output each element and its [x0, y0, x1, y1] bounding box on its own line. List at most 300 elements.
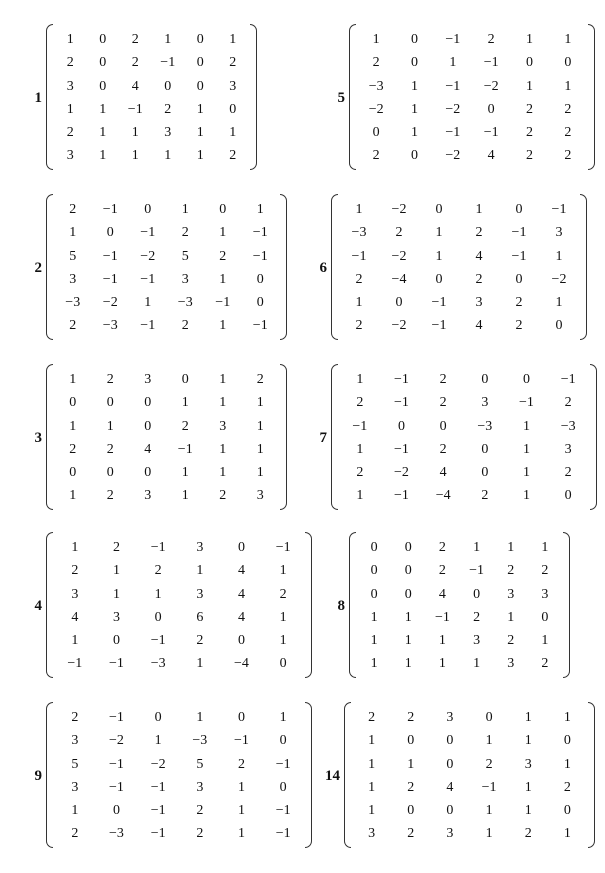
left-bracket	[349, 24, 356, 170]
matrix-cell: 3	[66, 148, 74, 164]
matrix-cell: 1	[69, 225, 77, 241]
matrix-cell: 0	[446, 803, 454, 819]
matrix-cell: −3	[109, 826, 124, 842]
matrix-cell: 2	[71, 563, 79, 579]
matrix-cell: 0	[410, 55, 418, 71]
left-bracket	[46, 702, 53, 848]
matrix-number: 14	[325, 768, 340, 784]
matrix-cell: 0	[256, 295, 264, 311]
matrix-cell: 1	[164, 32, 172, 47]
matrix-cell: 4	[439, 465, 447, 481]
matrix-cell: 1	[256, 441, 264, 457]
matrix-cell: −1	[519, 395, 534, 411]
matrix-cell: 2	[181, 225, 189, 241]
matrix-cell: 3	[196, 586, 204, 602]
matrix-cell: 4	[475, 318, 483, 334]
matrix-cell: 1	[485, 733, 493, 749]
matrix-cell: 0	[395, 295, 403, 311]
matrix-cell: 1	[438, 633, 446, 649]
matrix-cell: 1	[219, 395, 227, 411]
matrix-cell: 1	[131, 125, 139, 141]
matrix-cell: −1	[431, 295, 447, 311]
right-bracket	[588, 24, 595, 170]
matrix-cell: 0	[370, 586, 378, 602]
matrix-cell: 2	[237, 756, 245, 772]
matrix-cell: −2	[391, 202, 407, 217]
matrix-cell: 2	[481, 488, 489, 504]
matrix-cell: 1	[279, 710, 287, 725]
matrix-cell: −1	[445, 78, 461, 94]
matrix-grid	[54, 536, 304, 676]
matrix-cell: 0	[144, 202, 152, 217]
matrix-cell: 1	[356, 372, 364, 387]
matrix-cell: 1	[404, 633, 412, 649]
matrix-cell: 0	[370, 563, 378, 579]
matrix-cell: 1	[279, 633, 287, 649]
matrix-cell: −1	[109, 756, 124, 772]
left-bracket	[331, 364, 338, 510]
matrix-cell: 2	[196, 826, 204, 842]
matrix-cell: −1	[140, 271, 156, 287]
right-bracket	[580, 194, 587, 340]
matrix-cell: −2	[150, 756, 166, 772]
matrix-cell: −2	[445, 148, 461, 164]
left-bracket	[344, 702, 351, 848]
matrix-cell: 2	[196, 803, 204, 819]
matrix-cell: −1	[215, 295, 231, 311]
matrix-cell: 1	[69, 418, 77, 434]
matrix-cell: 2	[564, 101, 572, 117]
matrix-cell: 6	[196, 609, 204, 625]
matrix-cell: 2	[196, 633, 204, 649]
matrix-cell: 2	[515, 295, 523, 311]
matrix-cell: −1	[394, 395, 409, 411]
matrix-cell: 3	[475, 295, 483, 311]
matrix-cell: 1	[485, 826, 493, 842]
matrix-cell: 0	[522, 372, 530, 387]
matrix-cell: −1	[252, 225, 268, 241]
matrix-cell: −3	[177, 295, 193, 311]
matrix-cell: 1	[524, 733, 532, 749]
matrix-cell: 2	[356, 395, 364, 411]
matrix-grid	[54, 706, 304, 846]
matrix-cell: 2	[106, 488, 114, 504]
matrix-cell: 2	[407, 826, 415, 842]
matrix-cell: −2	[102, 295, 118, 311]
matrix-cell: 2	[66, 55, 74, 71]
matrix-cell: 2	[515, 318, 523, 334]
matrix-cell: 3	[524, 756, 532, 772]
matrix-cell: 1	[541, 633, 549, 649]
matrix-cell: 2	[69, 202, 77, 217]
matrix-cell: 1	[473, 656, 481, 672]
matrix-cell: −1	[150, 540, 166, 555]
matrix-cell: −4	[435, 488, 451, 504]
matrix-cell: 1	[555, 295, 563, 311]
right-bracket	[280, 364, 287, 510]
matrix-cell: 3	[66, 78, 74, 94]
matrix-cell: 1	[69, 488, 77, 504]
matrix-cell: 2	[438, 540, 446, 555]
matrix-cell: 2	[407, 779, 415, 795]
matrix-cell: 1	[256, 202, 264, 217]
matrix-cell: −1	[252, 318, 268, 334]
matrix-cell: 2	[407, 710, 415, 725]
matrix-cell: 1	[237, 826, 245, 842]
matrix-cell: −1	[140, 318, 156, 334]
matrix-cell: 2	[439, 441, 447, 457]
matrix-cell: 2	[66, 125, 74, 141]
matrix-cell: 0	[196, 78, 204, 94]
matrix-cell: 2	[356, 465, 364, 481]
matrix-cell: 1	[256, 395, 264, 411]
matrix-cell: 1	[522, 441, 530, 457]
matrix-cell: −1	[445, 32, 461, 47]
left-bracket	[46, 532, 53, 678]
matrix-cell: 2	[181, 418, 189, 434]
matrix-number: 2	[34, 260, 42, 276]
matrix-cell: −1	[109, 656, 124, 672]
matrix-cell: 2	[372, 148, 380, 164]
matrix-cell: −3	[192, 733, 208, 749]
left-bracket	[331, 194, 338, 340]
matrix-cell: 0	[154, 710, 162, 725]
matrix-cell: 0	[99, 32, 107, 47]
matrix-cell: 0	[407, 733, 415, 749]
matrix-cell: 2	[131, 32, 139, 47]
matrix-cell: 2	[279, 586, 287, 602]
matrix-number: 3	[34, 430, 42, 446]
matrix-cell: 1	[181, 488, 189, 504]
matrix-cell: 1	[564, 78, 572, 94]
right-bracket	[250, 24, 257, 170]
matrix-cell: 2	[541, 563, 549, 579]
matrix-grid	[54, 198, 279, 338]
matrix-cell: 3	[144, 488, 152, 504]
matrix-cell: 3	[112, 609, 120, 625]
matrix-cell: 1	[279, 563, 287, 579]
matrix-cell: 1	[154, 586, 162, 602]
matrix-cell: 1	[435, 248, 443, 264]
matrix-cell: −1	[177, 441, 193, 457]
matrix-cell: 1	[368, 756, 376, 772]
matrix-cell: −1	[150, 779, 166, 795]
matrix-cell: −1	[481, 779, 497, 795]
matrix-cell: 2	[473, 609, 481, 625]
matrix-cell: 2	[525, 125, 533, 141]
matrix-cell: 0	[99, 78, 107, 94]
matrix-cell: 0	[473, 586, 481, 602]
matrix-cell: 4	[438, 586, 446, 602]
matrix-cell: 3	[541, 586, 549, 602]
matrix-cell: 1	[355, 295, 363, 311]
matrix-cell: −2	[391, 248, 407, 264]
matrix-cell: 1	[524, 779, 532, 795]
matrix-cell: 0	[112, 633, 120, 649]
matrix-cell: 1	[106, 418, 114, 434]
matrix-cell: 1	[237, 779, 245, 795]
matrix-cell: 1	[69, 372, 77, 387]
matrix-cell: 0	[372, 125, 380, 141]
matrix-cell: 2	[564, 125, 572, 141]
matrix-cell: 1	[356, 441, 364, 457]
matrix-cell: 3	[69, 271, 77, 287]
matrix-cell: 3	[229, 78, 237, 94]
matrix-cell: −3	[351, 225, 367, 241]
matrix-cell: −1	[431, 318, 447, 334]
matrix-cell: 2	[439, 395, 447, 411]
matrix-cell: 4	[475, 248, 483, 264]
matrix-cell: 4	[144, 441, 152, 457]
matrix-grid	[54, 368, 279, 508]
matrix-cell: 1	[99, 125, 107, 141]
matrix-cell: 1	[356, 488, 364, 504]
matrix-cell: 1	[541, 540, 549, 555]
matrix-cell: 0	[435, 271, 443, 287]
matrix-cell: 4	[71, 609, 79, 625]
matrix-cell: 5	[71, 756, 79, 772]
matrix-cell: −1	[140, 225, 156, 241]
matrix-cell: 2	[485, 756, 493, 772]
matrix-cell: 5	[196, 756, 204, 772]
matrix-cell: −1	[445, 125, 461, 141]
matrix-cell: 3	[71, 586, 79, 602]
matrix-cell: 2	[112, 540, 120, 555]
matrix-cell: 4	[131, 78, 139, 94]
matrix-cell: −1	[109, 779, 124, 795]
matrix-cell: 2	[355, 271, 363, 287]
matrix-cell: 0	[487, 101, 495, 117]
matrix-cell: 2	[372, 55, 380, 71]
matrix-cell: 1	[219, 372, 227, 387]
matrix-cell: 1	[564, 32, 572, 47]
matrix-cell: −1	[67, 656, 83, 672]
matrix-cell: 1	[219, 441, 227, 457]
matrix-cell: 1	[404, 656, 412, 672]
matrix-cell: 1	[475, 202, 483, 217]
matrix-cell: 0	[435, 202, 443, 217]
matrix-cell: 0	[564, 488, 572, 504]
right-bracket	[590, 364, 597, 510]
matrix-cell: 1	[563, 756, 571, 772]
matrix-cell: 3	[144, 372, 152, 387]
matrix-cell: −1	[469, 563, 485, 579]
matrix-cell: 2	[475, 225, 483, 241]
matrix-cell: 3	[446, 826, 454, 842]
matrix-cell: −1	[394, 372, 409, 387]
matrix-cell: 0	[112, 803, 120, 819]
matrix-cell: 3	[181, 271, 189, 287]
matrix-cell: −1	[102, 271, 118, 287]
matrix-cell: −1	[483, 55, 499, 71]
left-bracket	[46, 24, 53, 170]
matrix-cell: 0	[481, 441, 489, 457]
matrix-cell: 3	[196, 779, 204, 795]
left-bracket	[46, 194, 53, 340]
matrix-cell: 5	[69, 248, 77, 264]
matrix-cell: 2	[219, 248, 227, 264]
matrix-cell: 2	[181, 318, 189, 334]
matrix-number: 9	[34, 768, 42, 784]
matrix-cell: 0	[481, 372, 489, 387]
matrix-number: 4	[34, 598, 42, 614]
matrix-cell: 1	[370, 656, 378, 672]
matrix-cell: 1	[368, 733, 376, 749]
matrix-cell: 0	[106, 225, 114, 241]
matrix-cell: 0	[485, 710, 493, 725]
matrix-cell: 0	[237, 540, 245, 555]
matrix-cell: 1	[522, 418, 530, 434]
matrix-cell: −3	[150, 656, 166, 672]
matrix-cell: 2	[71, 710, 79, 725]
matrix-cell: 0	[481, 465, 489, 481]
matrix-cell: 0	[106, 395, 114, 411]
matrix-cell: 1	[368, 779, 376, 795]
matrix-cell: 0	[446, 756, 454, 772]
matrix-number: 6	[319, 260, 327, 276]
matrix-cell: 1	[237, 803, 245, 819]
matrix-cell: 1	[144, 295, 152, 311]
matrix-cell: 3	[564, 441, 572, 457]
matrix-cell: 0	[563, 803, 571, 819]
matrix-cell: 1	[112, 563, 120, 579]
matrix-cell: 0	[410, 148, 418, 164]
matrix-grid	[357, 28, 587, 168]
left-bracket	[349, 532, 356, 678]
matrix-cell: −1	[150, 826, 166, 842]
matrix-cell: 1	[368, 803, 376, 819]
matrix-cell: 2	[475, 271, 483, 287]
matrix-cell: 3	[219, 418, 227, 434]
matrix-cell: 1	[196, 563, 204, 579]
matrix-cell: 1	[71, 633, 79, 649]
matrix-cell: 1	[196, 125, 204, 141]
matrix-cell: 1	[404, 609, 412, 625]
matrix-cell: −1	[511, 225, 527, 241]
matrix-cell: −1	[560, 372, 576, 387]
matrix-grid	[339, 368, 589, 508]
right-bracket	[305, 702, 312, 848]
matrix-cell: 0	[256, 271, 264, 287]
left-bracket	[46, 364, 53, 510]
matrix-cell: 0	[237, 710, 245, 725]
matrix-cell: 0	[99, 55, 107, 71]
matrix-cell: 1	[256, 465, 264, 481]
matrix-cell: −1	[551, 202, 567, 217]
matrix-cell: 1	[71, 540, 79, 555]
matrix-cell: 0	[515, 271, 523, 287]
right-bracket	[305, 532, 312, 678]
matrix-cell: −1	[252, 248, 268, 264]
matrix-cell: 1	[279, 609, 287, 625]
matrix-cell: 2	[219, 488, 227, 504]
matrix-cell: 1	[507, 540, 515, 555]
matrix-grid	[339, 198, 579, 338]
matrix-grid	[357, 536, 562, 676]
matrix-cell: 1	[438, 656, 446, 672]
matrix-cell: 2	[439, 372, 447, 387]
matrix-cell: 0	[154, 609, 162, 625]
matrix-cell: 0	[279, 779, 287, 795]
matrix-cell: 1	[66, 101, 74, 117]
matrix-number: 7	[319, 430, 327, 446]
matrix-cell: 5	[181, 248, 189, 264]
matrix-cell: 2	[229, 148, 237, 164]
matrix-cell: 0	[279, 656, 287, 672]
matrix-cell: 3	[446, 710, 454, 725]
matrix-cell: 0	[541, 609, 549, 625]
matrix-cell: 1	[507, 609, 515, 625]
matrix-cell: 1	[164, 148, 172, 164]
matrix-cell: −1	[394, 488, 409, 504]
matrix-cell: 0	[219, 202, 227, 217]
matrix-cell: 3	[481, 395, 489, 411]
matrix-cell: 0	[237, 633, 245, 649]
matrix-cell: 2	[164, 101, 172, 117]
matrix-cell: 0	[69, 465, 77, 481]
matrix-cell: −1	[150, 803, 166, 819]
matrix-cell: 0	[196, 32, 204, 47]
matrix-cell: 1	[154, 733, 162, 749]
matrix-cell: 4	[446, 779, 454, 795]
matrix-cell: −1	[160, 55, 176, 71]
matrix-cell: 2	[525, 101, 533, 117]
matrix-cell: 1	[407, 756, 415, 772]
matrix-cell: 1	[196, 656, 204, 672]
matrix-grid	[352, 706, 587, 846]
matrix-cell: −2	[391, 318, 407, 334]
matrix-cell: 3	[256, 488, 264, 504]
matrix-cell: 3	[507, 656, 515, 672]
matrix-cell: −4	[234, 656, 249, 672]
matrix-cell: 0	[446, 733, 454, 749]
matrix-cell: 1	[181, 465, 189, 481]
matrix-cell: 0	[555, 318, 563, 334]
matrix-cell: −1	[234, 733, 249, 749]
matrix-cell: 1	[66, 32, 74, 47]
matrix-cell: 1	[370, 609, 378, 625]
matrix-cell: −1	[275, 756, 291, 772]
matrix-cell: 1	[473, 540, 481, 555]
matrix-cell: 1	[410, 125, 418, 141]
matrix-cell: 1	[563, 710, 571, 725]
matrix-cell: 1	[372, 32, 380, 47]
matrix-cell: 1	[219, 225, 227, 241]
matrix-cell: 2	[524, 826, 532, 842]
matrix-cell: −3	[560, 418, 576, 434]
matrix-cell: 2	[395, 225, 403, 241]
matrix-grid	[54, 28, 249, 168]
matrix-cell: 1	[181, 202, 189, 217]
matrix-cell: 3	[164, 125, 172, 141]
matrix-cell: 2	[541, 656, 549, 672]
matrix-cell: 1	[370, 633, 378, 649]
matrix-cell: 2	[256, 372, 264, 387]
matrix-cell: 1	[181, 395, 189, 411]
matrix-cell: −2	[551, 271, 567, 287]
matrix-cell: 0	[515, 202, 523, 217]
matrix-cell: 3	[71, 779, 79, 795]
matrix-cell: 2	[355, 318, 363, 334]
matrix-number: 5	[337, 90, 345, 106]
matrix-cell: −3	[368, 78, 384, 94]
matrix-cell: 2	[507, 563, 515, 579]
matrix-cell: 3	[473, 633, 481, 649]
matrix-cell: 2	[71, 826, 79, 842]
matrix-cell: 4	[487, 148, 495, 164]
matrix-cell: 1	[229, 32, 237, 47]
matrix-cell: 3	[507, 586, 515, 602]
